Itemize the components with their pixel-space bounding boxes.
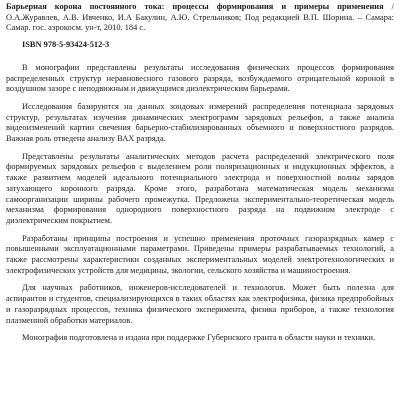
annotation-paragraph: Исследования базируются на данных зондовых измерений распределения потенциала зарядовых структур, результатах изучения динамических электрограмм зарядовых рельефов, а также анализа видеоизменений картин свечения барьерно-стабилизированных объемного и поверхностного разрядов. Важная роль отведена анализу ВАХ разряда. [6,101,394,144]
annotation-paragraph: Представлены результаты аналитических методов расчета распределений электрического поля формируемых зарядовых рельефов с выделением роли поляризационных и индукционных эффектов, а также развитием моделей идеального потенциального электрода и поверхностной волны зарядов затухающего коронного разряда. Кроме этого, разработана математическая модель механизма самоорганизации ширины рабочего промежутка. Предложена экспериментально-теоретическая модель механизма формирования однородного поверхностного разряда на подвижном электроде с диэлектрическим покрытием. [6,151,394,225]
bibliographic-details: / О.А.Журавлев, А.В. Ивченко, И.А Бакулин, А.Ю. Стрельников; Под редакцией В.П. Шорина. – Самара: Самар. гос. аэрокосм. ун-т, 2010. 184 с. [6,2,395,33]
annotation-paragraph: Для научных работников, инженеров-исследователей и технологов. Может быть полезна для аспирантов и студентов, специализирующихся в таких областях как электрофизика, физика предпробойных и газоразрядных процессов, техника физического эксперимента, физика приборов, а также технология плазменной обработки материалов. [6,283,394,325]
annotation-paragraph: Монография подготовлена и издана при поддержке Губернского гранта в области науки и техники. [22,333,376,343]
isbn-line: ISBN 978-5-93424-512-3 [22,40,110,50]
annotation-paragraph: Разработаны принципы построения и успешно применения проточных газоразрядных камер с повышенными эксплуатационными параметрами. Приведены примеры разрабатываемых технологий, а также рассмотрены характеристики созданных экспериментальных моделей электротехнологических и электрофизических устройств для медицины, экологии, сельского хозяйства и машиностроения. [6,233,394,275]
book-title: Барьерная корона постоянного тока: процессы формирования и примеры применения [6,2,384,11]
bibliographic-record [6,2,394,34]
annotation-paragraph: В монографии представлены результаты исследования физических процессов формирования распределенных структур неравновесного газового разряда, возбуждаемого отрицательной короной в воздушном зазоре с неподвижным и движущимся диэлектрическим барьерами. [6,62,394,94]
